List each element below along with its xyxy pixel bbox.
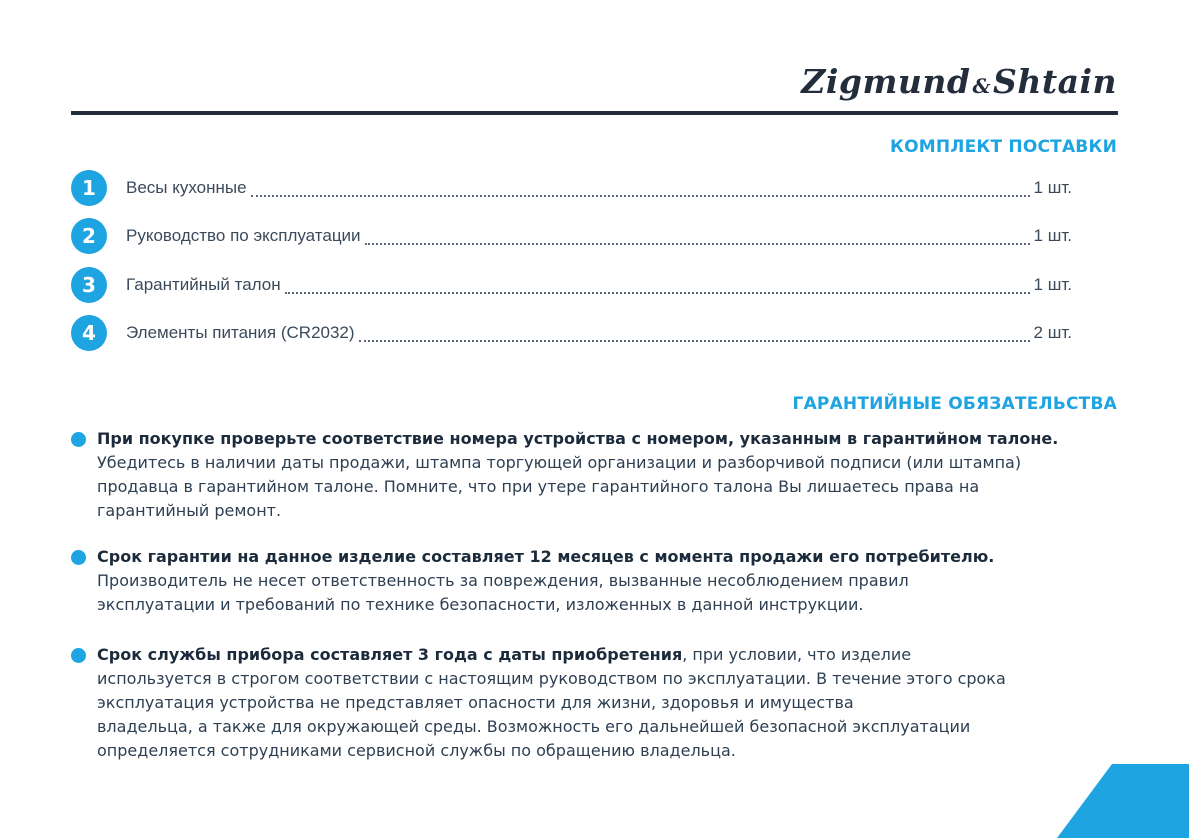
warranty-line: владельца, а также для окружающей среды. Возможность его дальнейшей безопасной эксплуатации [97, 717, 971, 736]
warranty-line: эксплуатация устройства не представляет опасности для жизни, здоровья и имущества [97, 693, 854, 712]
item-label: Гарантийный талон [126, 275, 281, 294]
dot-leader [285, 278, 1030, 294]
corner-accent [1057, 764, 1189, 838]
warranty-text [97, 643, 1087, 763]
warranty-line: определяется сотрудниками сервисной службы по обращению владельца. [97, 741, 736, 760]
item-label: Весы кухонные [126, 178, 247, 197]
dot-leader [251, 181, 1030, 197]
warranty-lead: При покупке проверьте соответствие номера устройства с номером, указанным в гарантийном талоне. [97, 429, 1059, 448]
warranty-text [97, 545, 1087, 617]
warranty-line: Убедитесь в наличии даты продажи, штампа торгующей организации и разборчивой подписи (или штампа) [97, 453, 1022, 472]
bullet-icon [71, 550, 86, 565]
dot-leader [365, 229, 1030, 245]
logo-ampersand: & [972, 74, 992, 98]
dot-leader [359, 326, 1030, 342]
package-item [71, 267, 1072, 303]
warranty-first-line [97, 643, 1087, 667]
bullet-icon [71, 648, 86, 663]
warranty-tail: , при условии, что изделие [682, 645, 912, 664]
package-item [71, 218, 1072, 254]
logo-left: Zigmund [801, 62, 971, 101]
warranty-line: эксплуатации и требований по технике безопасности, изложенных в данной инструкции. [97, 595, 864, 614]
item-quantity: 1 шт. [1033, 275, 1072, 294]
brand-logo [801, 62, 1117, 101]
item-quantity: 1 шт. [1033, 226, 1072, 245]
warranty-line: продавца в гарантийном талоне. Помните, что при утере гарантийного талона Вы лишаетесь права на [97, 477, 980, 496]
warranty-title: ГАРАНТИЙНЫЕ ОБЯЗАТЕЛЬСТВА [792, 394, 1117, 414]
logo-right: Shtain [993, 62, 1117, 101]
bullet-icon [71, 432, 86, 447]
warranty-text [97, 427, 1087, 523]
item-label: Руководство по эксплуатации [126, 226, 361, 245]
item-number-badge: 3 [71, 267, 107, 303]
item-number-badge: 1 [71, 170, 107, 206]
item-quantity: 2 шт. [1033, 323, 1072, 342]
warranty-line: используется в строгом соответствии с настоящим руководством по эксплуатации. В течение этого срока [97, 669, 1006, 688]
warranty-line: гарантийный ремонт. [97, 501, 282, 520]
warranty-line: Производитель не несет ответственность за повреждения, вызванные несоблюдением правил [97, 571, 909, 590]
package-item [71, 170, 1072, 206]
item-number-badge: 2 [71, 218, 107, 254]
header-divider [71, 111, 1118, 115]
warranty-lead: Срок службы прибора составляет 3 года с даты приобретения [97, 645, 683, 664]
item-number-badge: 4 [71, 315, 107, 351]
package-item [71, 315, 1072, 351]
item-quantity: 1 шт. [1033, 178, 1072, 197]
corner-triangle [1057, 764, 1189, 838]
item-label: Элементы питания (CR2032) [126, 323, 355, 342]
warranty-lead: Срок гарантии на данное изделие составляет 12 месяцев с момента продажи его потребителю. [97, 547, 995, 566]
package-title: КОМПЛЕКТ ПОСТАВКИ [889, 137, 1117, 157]
